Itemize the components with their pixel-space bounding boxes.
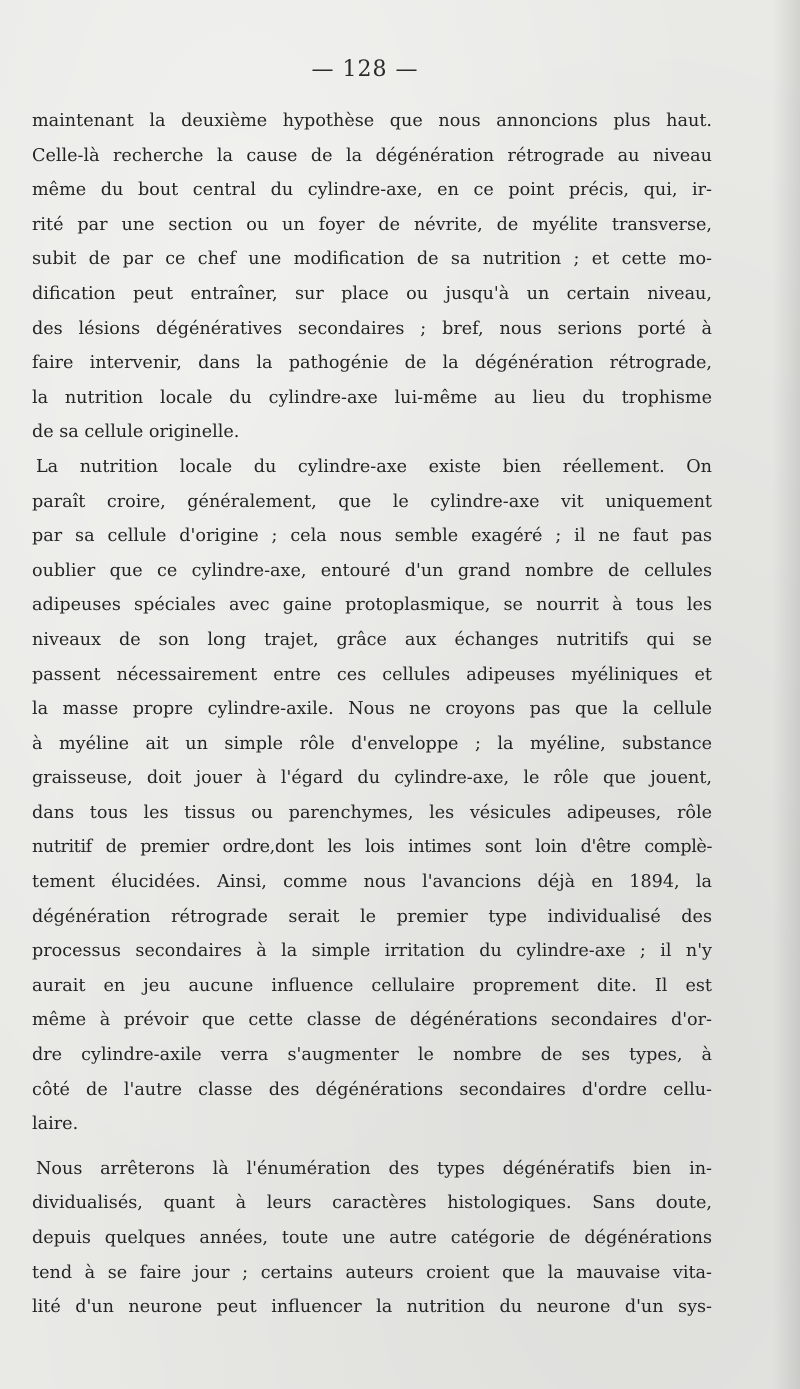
paragraph-1 (32, 104, 712, 450)
text-line: processus secondaires à la simple irritation du cylindre-axe ; il n'y (32, 941, 712, 962)
text-line: La nutrition locale du cylindre-axe existe bien réellement. On (36, 456, 712, 477)
text-line: laire. (32, 1114, 79, 1135)
text-line: des lésions dégénératives secondaires ; bref, nous serions porté à (32, 318, 712, 339)
text-line: aurait en jeu aucune influence cellulaire proprement dite. Il est (32, 975, 712, 996)
text-line: par sa cellule d'origine ; cela nous semble exagéré ; il ne faut pas (32, 526, 712, 547)
text-line: nutritif de premier ordre,dont les lois intimes sont loin d'être complè- (32, 837, 712, 858)
text-line: Celle-là recherche la cause de la dégénération rétrograde au niveau (32, 145, 712, 166)
text-line: tend à se faire jour ; certains auteurs croient que la mauvaise vita- (32, 1262, 712, 1283)
text-line: oublier que ce cylindre-axe, entouré d'un grand nombre de cellules (32, 560, 712, 581)
text-line: niveaux de son long trajet, grâce aux échanges nutritifs qui se (32, 629, 712, 650)
text-line: depuis quelques années, toute une autre catégorie de dégénérations (32, 1228, 712, 1248)
text-line: dification peut entraîner, sur place ou jusqu'à un certain niveau, (32, 283, 712, 304)
paragraph-3 (32, 1152, 712, 1325)
text-line: la nutrition locale du cylindre-axe lui-même au lieu du trophisme (32, 387, 712, 408)
text-line: passent nécessairement entre ces cellules adipeuses myéliniques et (32, 664, 712, 685)
text-line: côté de l'autre classe des dégénérations secondaires d'ordre cellu- (32, 1079, 712, 1100)
text-line: faire intervenir, dans la pathogénie de la dégénération rétrograde, (32, 353, 712, 374)
text-line: Nous arrêterons là l'énumération des types dégénératifs bien in- (36, 1158, 712, 1179)
paragraph-spacer (32, 1142, 712, 1152)
page-number: — 128 — (311, 57, 419, 82)
text-line: tement élucidées. Ainsi, comme nous l'avancions déjà en 1894, la (32, 872, 712, 893)
text-line: dans tous les tissus ou parenchymes, les vésicules adipeuses, rôle (32, 802, 712, 823)
text-line: graisseuse, doit jouer à l'égard du cylindre-axe, le rôle que jouent, (32, 768, 712, 789)
paragraph-2 (32, 450, 712, 1142)
body-text (32, 104, 712, 1325)
text-line: subit de par ce chef une modification de sa nutrition ; et cette mo- (32, 249, 712, 270)
text-line: adipeuses spéciales avec gaine protoplasmique, se nourrit à tous les (32, 595, 712, 616)
text-line: dégénération rétrograde serait le premier type individualisé des (32, 906, 712, 927)
page-edge-shadow (772, 0, 800, 1389)
text-line: paraît croire, généralement, que le cylindre-axe vit uniquement (32, 491, 712, 512)
text-line: dre cylindre-axile verra s'augmenter le nombre de ses types, à (32, 1045, 712, 1066)
text-line: dividualisés, quant à leurs caractères histologiques. Sans doute, (32, 1193, 712, 1214)
text-line: même à prévoir que cette classe de dégénérations secondaires d'or- (32, 1010, 712, 1031)
text-line: même du bout central du cylindre-axe, en ce point précis, qui, ir- (32, 180, 712, 201)
text-line: de sa cellule originelle. (32, 422, 240, 443)
text-line: lité d'un neurone peut influencer la nutrition du neurone d'un sys- (32, 1297, 712, 1318)
text-line: à myéline ait un simple rôle d'enveloppe ; la myéline, substance (32, 733, 712, 754)
text-line: maintenant la deuxième hypothèse que nous annoncions plus haut. (32, 111, 712, 131)
text-line: la masse propre cylindre-axile. Nous ne croyons pas que la cellule (32, 699, 712, 720)
text-line: rité par une section ou un foyer de névrite, de myélite transverse, (32, 214, 712, 235)
